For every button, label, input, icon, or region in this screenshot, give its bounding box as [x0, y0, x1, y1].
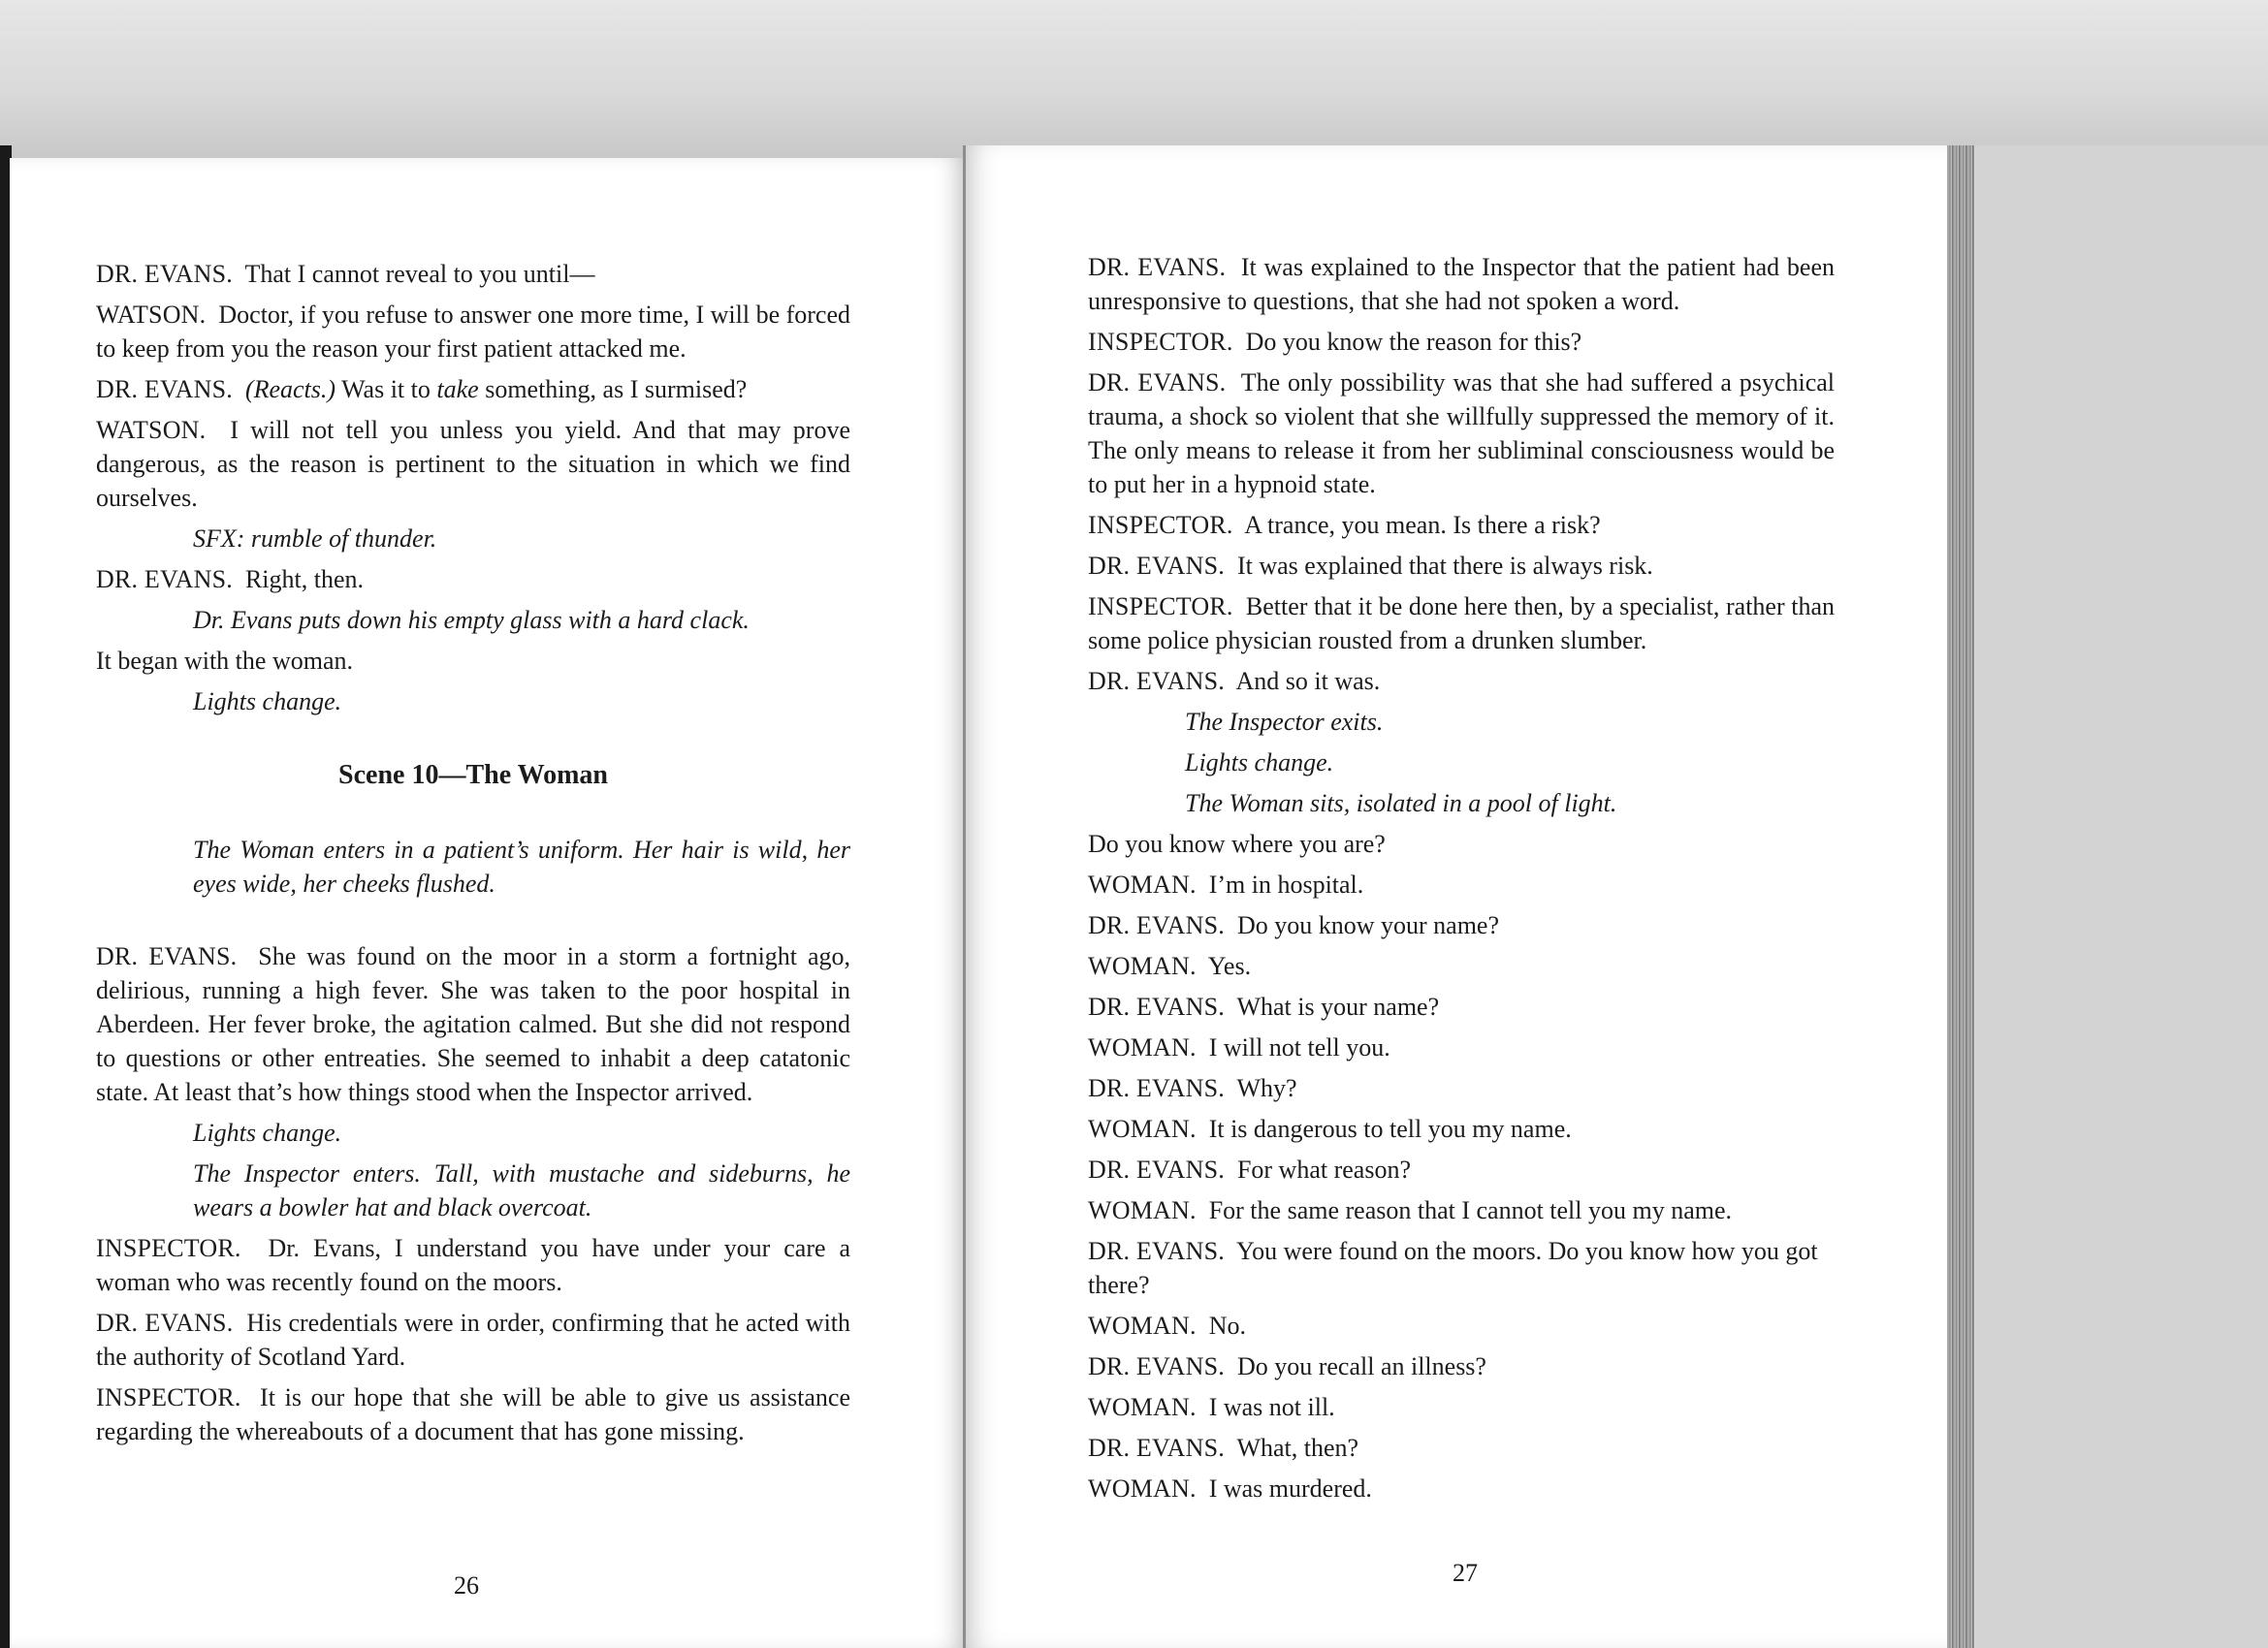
dialogue-line	[1088, 1390, 1835, 1424]
dialogue-text: His credentials were in order, confirming that he acted with the authority of Scotland Yard.	[96, 1309, 851, 1371]
emphasis-word: take	[436, 375, 479, 403]
dialogue-line	[1088, 508, 1835, 542]
speaker-name: DR. EVANS.	[1088, 253, 1227, 281]
dialogue-line	[1088, 1234, 1835, 1302]
page-number: 27	[1453, 1559, 1478, 1587]
dialogue-line	[1088, 1431, 1835, 1465]
scene-heading: Scene 10—The Woman	[338, 760, 608, 790]
dialogue-line	[1088, 325, 1835, 359]
dialogue-text: Yes.	[1207, 952, 1252, 980]
page-number: 26	[454, 1571, 479, 1600]
speaker-name: WOMAN.	[1088, 1115, 1197, 1143]
speaker-name: DR. EVANS.	[96, 1309, 234, 1337]
dialogue-line	[96, 413, 850, 515]
speaker-name: DR. EVANS.	[1088, 552, 1225, 580]
dialogue-line	[96, 1306, 850, 1374]
book-gutter	[963, 145, 966, 1648]
speaker-name: WOMAN.	[1088, 1393, 1197, 1421]
stage-direction: The Inspector exits.	[1185, 708, 1384, 736]
dialogue-text: Do you know where you are?	[1088, 830, 1386, 858]
dialogue-text: You were found on the moors. Do you know how you got there?	[1088, 1237, 1818, 1299]
stage-direction: Lights change.	[193, 687, 342, 715]
dialogue-line	[1088, 827, 1835, 861]
speaker-name: DR. EVANS.	[1088, 1156, 1225, 1184]
speaker-name: WOMAN.	[1088, 1312, 1197, 1340]
dialogue-text: I will not tell you.	[1208, 1033, 1390, 1062]
dialogue-text: I was not ill.	[1208, 1393, 1335, 1421]
speaker-name: INSPECTOR.	[1088, 328, 1233, 356]
speaker-name: DR. EVANS.	[1088, 911, 1225, 939]
dialogue-text: I’m in hospital.	[1208, 871, 1364, 899]
dialogue-text: It is our hope that she will be able to give us assistance regarding the whereabouts of a document that has gone missing.	[96, 1383, 850, 1445]
dialogue-text: It began with the woman.	[96, 647, 353, 675]
dialogue-line	[1088, 1309, 1835, 1343]
dialogue-line	[96, 257, 850, 291]
stage-direction: Lights change.	[193, 1119, 342, 1147]
speaker-name: INSPECTOR.	[1088, 511, 1233, 539]
dialogue-line	[1088, 1030, 1835, 1064]
speaker-name: WATSON.	[96, 301, 207, 329]
dialogue-text: It was explained to the Inspector that the patient had been unresponsive to questions, that she had not spoken a word.	[1088, 253, 1836, 315]
left-page	[10, 158, 965, 1648]
speaker-name: WATSON.	[96, 416, 207, 444]
dialogue-text: That I cannot reveal to you until—	[244, 260, 595, 288]
dialogue-line	[1088, 250, 1835, 318]
dialogue-line	[96, 562, 850, 596]
dialogue-line	[1088, 1071, 1835, 1105]
left-page-text	[96, 257, 850, 1455]
dialogue-text: It was explained that there is always risk.	[1236, 552, 1653, 580]
stage-direction: SFX: rumble of thunder.	[193, 524, 437, 553]
speaker-name: DR. EVANS.	[1088, 1352, 1225, 1380]
speaker-name: DR. EVANS.	[1088, 1434, 1225, 1462]
speaker-name: DR. EVANS.	[1088, 667, 1225, 695]
speaker-name: INSPECTOR.	[96, 1234, 241, 1262]
dialogue-line	[96, 1380, 850, 1448]
scanner-right-background	[1974, 145, 2268, 1648]
dialogue-text: I was murdered.	[1208, 1474, 1372, 1503]
dialogue-line	[1088, 868, 1835, 902]
dialogue-text: Do you recall an illness?	[1236, 1352, 1486, 1380]
dialogue-line	[1088, 1112, 1835, 1146]
dialogue-line	[1088, 908, 1835, 942]
dialogue-text: For the same reason that I cannot tell you my name.	[1208, 1196, 1733, 1224]
book-page-edges	[1945, 145, 1974, 1648]
speaker-name: DR. EVANS.	[1088, 1237, 1225, 1265]
dialogue-text: Do you know the reason for this?	[1245, 328, 1582, 356]
right-page-text	[1088, 250, 1835, 1512]
speaker-name: WOMAN.	[1088, 1474, 1197, 1503]
dialogue-line	[96, 939, 850, 1109]
dialogue-text: What is your name?	[1236, 993, 1440, 1021]
speaker-name: INSPECTOR.	[1088, 592, 1233, 620]
dialogue-line	[96, 644, 850, 678]
dialogue-text: And so it was.	[1235, 667, 1381, 695]
dialogue-text: No.	[1208, 1312, 1246, 1340]
dialogue-text: Was it to	[341, 375, 431, 403]
dialogue-line	[1088, 664, 1835, 698]
right-page	[963, 145, 1947, 1648]
dialogue-text: The only possibility was that she had suffered a psychical trauma, a shock so violent that she willfully suppressed the memory of it. The only means to release it from her subliminal consciousness would be to put her in a hypnoid state.	[1088, 368, 1835, 498]
dialogue-text: For what reason?	[1236, 1156, 1411, 1184]
speaker-name: WOMAN.	[1088, 871, 1197, 899]
stage-direction: Lights change.	[1185, 748, 1334, 776]
speaker-name: DR. EVANS.	[1088, 368, 1227, 396]
speaker-name: WOMAN.	[1088, 952, 1197, 980]
dialogue-line	[1088, 949, 1835, 983]
speaker-name: WOMAN.	[1088, 1196, 1197, 1224]
dialogue-line	[1088, 1153, 1835, 1187]
dialogue-text: I will not tell you unless you yield. And that may prove dangerous, as the reason is pertinent to the situation in which we find ourselves.	[96, 416, 851, 512]
stage-direction: Dr. Evans puts down his empty glass with a hard clack.	[193, 606, 750, 634]
dialogue-text: What, then?	[1236, 1434, 1359, 1462]
speaker-name: DR. EVANS.	[96, 375, 233, 403]
speaker-name: DR. EVANS.	[96, 942, 238, 970]
dialogue-line	[1088, 990, 1835, 1024]
speaker-name: DR. EVANS.	[96, 565, 233, 593]
dialogue-line	[1088, 1349, 1835, 1383]
dialogue-text: It is dangerous to tell you my name.	[1208, 1115, 1572, 1143]
stage-direction: The Woman sits, isolated in a pool of light.	[1185, 789, 1617, 817]
dialogue-line	[96, 1231, 850, 1299]
dialogue-text: Dr. Evans, I understand you have under your care a woman who was recently found on the moors.	[96, 1234, 850, 1296]
dialogue-line	[96, 298, 850, 365]
dialogue-line	[96, 372, 850, 406]
dialogue-text: Why?	[1236, 1074, 1297, 1102]
speaker-name: INSPECTOR.	[96, 1383, 241, 1411]
dialogue-text: Do you know your name?	[1236, 911, 1499, 939]
dialogue-line	[1088, 1193, 1835, 1227]
speaker-name: DR. EVANS.	[1088, 993, 1225, 1021]
dialogue-text: A trance, you mean. Is there a risk?	[1244, 511, 1601, 539]
dialogue-text: something, as I surmised?	[485, 375, 748, 403]
speaker-name: WOMAN.	[1088, 1033, 1197, 1062]
dialogue-line	[1088, 365, 1835, 501]
dialogue-text: Better that it be done here then, by a specialist, rather than some police physician rousted from a drunken slumber.	[1088, 592, 1836, 654]
stage-direction: The Inspector enters. Tall, with mustache and sideburns, he wears a bowler hat and black overcoat.	[193, 1159, 850, 1221]
dialogue-text: She was found on the moor in a storm a fortnight ago, delirious, running a high fever. She was taken to the poor hospital in Aberdeen. Her fever broke, the agitation calmed. But she did not respond to questions or other entreaties. She seemed to inhabit a deep catatonic state. At least that’s how things stood when the Inspector arrived.	[96, 942, 851, 1106]
dialogue-text: Doctor, if you refuse to answer one more time, I will be forced to keep from you the reason your first patient attacked me.	[96, 301, 851, 363]
dialogue-line	[1088, 1472, 1835, 1505]
stage-direction: The Woman enters in a patient’s uniform. Her hair is wild, her eyes wide, her cheeks flushed.	[193, 836, 850, 898]
scanner-background	[0, 0, 2268, 165]
speaker-name: DR. EVANS.	[1088, 1074, 1225, 1102]
speaker-name: DR. EVANS.	[96, 260, 233, 288]
dialogue-line	[1088, 549, 1835, 583]
dialogue-text: Right, then.	[244, 565, 364, 593]
dialogue-line	[1088, 589, 1835, 657]
inline-direction: (Reacts.)	[244, 375, 336, 403]
